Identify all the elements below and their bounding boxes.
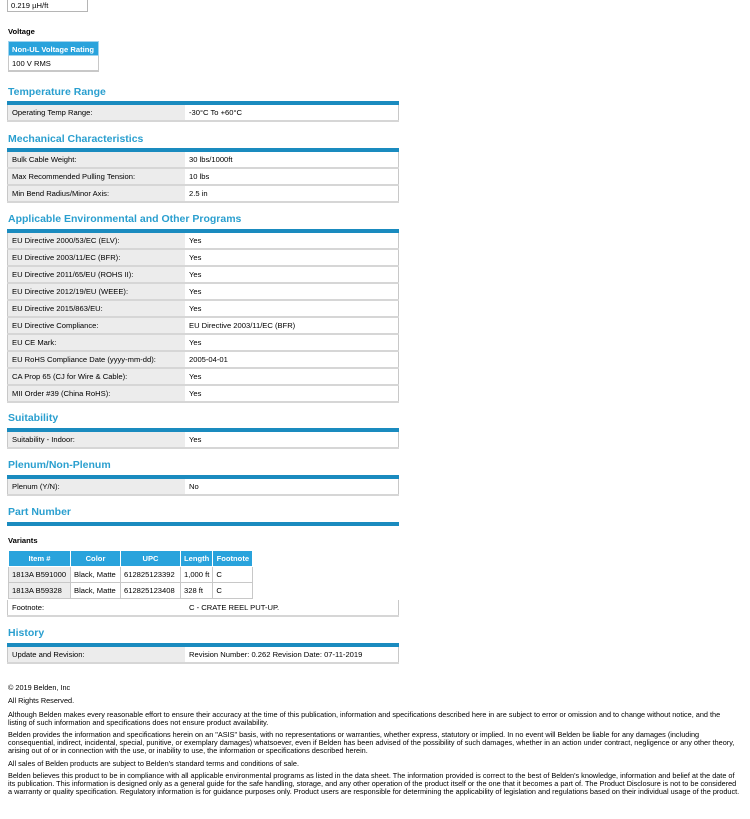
column-header-length: Length <box>181 551 213 567</box>
temperature-table <box>7 105 399 122</box>
table-row <box>8 647 399 663</box>
row-value: Yes <box>185 368 399 385</box>
table-row <box>8 105 399 121</box>
row-value: Yes <box>185 249 399 266</box>
disclaimer-accuracy: Although Belden makes every reasonable effort to ensure their accuracy at the time of this publication, information and specifications described here in are subject to error or omission and to change without notice, and the listing of such information and specifications does not ensure product availability. <box>8 710 721 727</box>
variant-item: 1813A B591000 <box>9 567 71 583</box>
row-value: Yes <box>185 300 399 317</box>
voltage-column-header: Non-UL Voltage Rating <box>8 41 99 56</box>
variant-color: Black, Matte <box>71 583 121 599</box>
row-key: Plenum (Y/N): <box>8 479 186 495</box>
row-value: No <box>185 479 399 495</box>
row-value: 10 lbs <box>185 168 399 185</box>
column-header-upc: UPC <box>121 551 181 567</box>
inductance-value: 0.219 µH/ft <box>7 0 88 12</box>
table-row <box>8 168 399 185</box>
table-row <box>8 600 399 616</box>
table-row <box>8 185 399 202</box>
row-value: Yes <box>185 266 399 283</box>
variants-header-row <box>9 551 253 567</box>
row-key: Update and Revision: <box>8 647 186 663</box>
row-key: Bulk Cable Weight: <box>8 152 186 168</box>
table-row <box>8 300 399 317</box>
row-value: Yes <box>185 283 399 300</box>
environmental-table <box>7 233 399 403</box>
copyright-text: © 2019 Belden, Inc <box>8 683 71 692</box>
disclaimer-environmental: Belden believes this product to be in compliance with all applicable environmental programs as listed in the data sheet. The information provided is correct to the best of Belden's knowledge, information and belief at the date of its publication. This information is designed only as a general guide for the safe handling, storage, and any other operation of the product itself or the one that it becomes a part of. The Product Disclosure is not to be considered a warranty or quality specification. Regulatory information is for guidance purposes only. Product users are responsible for determining the applicability of legislation and regulations based on their individual usage of the product. <box>8 771 740 796</box>
rights-text: All Rights Reserved. <box>8 696 75 705</box>
table-row <box>8 249 399 266</box>
column-header-item: Item # <box>9 551 71 567</box>
column-header-footnote: Footnote <box>213 551 253 567</box>
row-value: Yes <box>185 334 399 351</box>
table-row <box>9 583 253 599</box>
row-key: EU Directive 2003/11/EC (BFR): <box>8 249 186 266</box>
variant-upc: 612825123408 <box>121 583 181 599</box>
variant-upc: 612825123392 <box>121 567 181 583</box>
disclaimer-asis: Belden provides the information and specifications herein on an "ASIS" basis, with no representations or warranties, whether express, statutory or implied. In no event will Belden be liable for any damages (including consequential, indirect, incidental, special, punitive, or exemplary damages) whatsoever, even if Belden has been advised of the possibility of such damages, whether in an action under contract, negligence or any other theory, arising out of or in connection with the use, or inability to use, the information or specifications described herein. <box>8 730 735 755</box>
row-key: EU Directive 2015/863/EU: <box>8 300 186 317</box>
row-key: Operating Temp Range: <box>8 105 186 121</box>
row-key: MII Order #39 (China RoHS): <box>8 385 186 402</box>
suitability-section-title: Suitability <box>8 412 59 424</box>
section-divider <box>7 522 399 526</box>
table-row <box>8 283 399 300</box>
table-row <box>8 334 399 351</box>
table-row <box>8 479 399 495</box>
voltage-heading: Voltage <box>8 27 35 36</box>
row-key: CA Prop 65 (CJ for Wire & Cable): <box>8 368 186 385</box>
row-key: EU Directive 2000/53/EC (ELV): <box>8 233 186 249</box>
row-key: Suitability - Indoor: <box>8 432 186 448</box>
row-value: 2005-04-01 <box>185 351 399 368</box>
history-section-title: History <box>8 627 45 639</box>
row-key: Max Recommended Pulling Tension: <box>8 168 186 185</box>
row-key: Min Bend Radius/Minor Axis: <box>8 185 186 202</box>
table-row <box>8 351 399 368</box>
variant-item: 1813A B59328 <box>9 583 71 599</box>
footnote-table <box>7 600 399 617</box>
variants-table <box>8 550 253 599</box>
table-row <box>8 266 399 283</box>
temperature-section-title: Temperature Range <box>8 86 106 98</box>
row-value: -30°C To +60°C <box>185 105 399 121</box>
part-number-section-title: Part Number <box>8 506 72 518</box>
row-value: Yes <box>185 233 399 249</box>
column-header-color: Color <box>71 551 121 567</box>
variant-footnote: C <box>213 583 253 599</box>
table-row <box>8 368 399 385</box>
row-key: EU CE Mark: <box>8 334 186 351</box>
voltage-value: 100 V RMS <box>8 56 99 72</box>
row-key: EU RoHS Compliance Date (yyyy-mm-dd): <box>8 351 186 368</box>
row-value: Yes <box>185 432 399 448</box>
variant-length: 1,000 ft <box>181 567 213 583</box>
mechanical-table <box>7 152 399 203</box>
row-value: Yes <box>185 385 399 402</box>
row-value: 30 lbs/1000ft <box>185 152 399 168</box>
table-row <box>9 567 253 583</box>
plenum-table <box>7 479 399 496</box>
variants-heading: Variants <box>8 536 38 545</box>
variant-footnote: C <box>213 567 253 583</box>
row-key: EU Directive 2012/19/EU (WEEE): <box>8 283 186 300</box>
environmental-section-title: Applicable Environmental and Other Programs <box>8 213 242 225</box>
table-row <box>8 317 399 334</box>
history-table <box>7 647 399 664</box>
row-key: EU Directive Compliance: <box>8 317 186 334</box>
suitability-table <box>7 432 399 449</box>
plenum-section-title: Plenum/Non-Plenum <box>8 459 111 471</box>
variant-color: Black, Matte <box>71 567 121 583</box>
table-row <box>8 385 399 402</box>
footnote-value: C - CRATE REEL PUT-UP. <box>185 600 399 616</box>
disclaimer-sales: All sales of Belden products are subject to Belden's standard terms and conditions of sale. <box>8 759 300 768</box>
table-row <box>8 152 399 168</box>
row-value: EU Directive 2003/11/EC (BFR) <box>185 317 399 334</box>
variant-length: 328 ft <box>181 583 213 599</box>
footnote-key: Footnote: <box>8 600 186 616</box>
table-row <box>8 432 399 448</box>
row-value: 2.5 in <box>185 185 399 202</box>
mechanical-section-title: Mechanical Characteristics <box>8 133 144 145</box>
row-value: Revision Number: 0.262 Revision Date: 07-11-2019 <box>185 647 399 663</box>
row-key: EU Directive 2011/65/EU (ROHS II): <box>8 266 186 283</box>
table-row <box>8 233 399 249</box>
